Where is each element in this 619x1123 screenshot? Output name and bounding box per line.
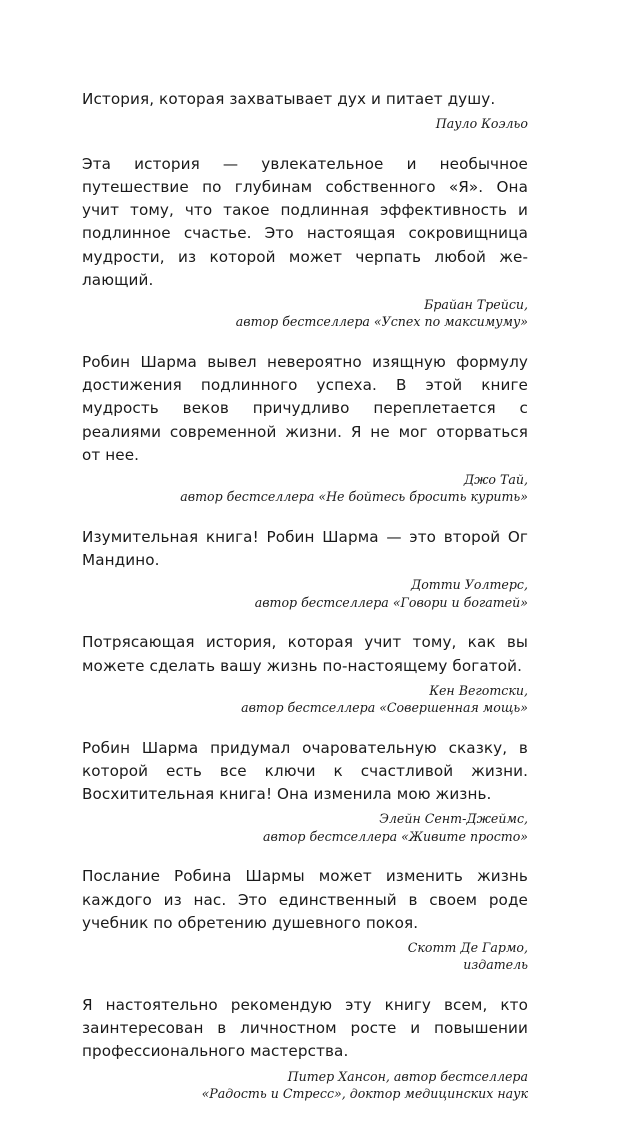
quote-text: История, которая захватывает дух и питает душу. bbox=[82, 90, 496, 108]
attribution-line: автор бестселлера «Говори и богатей» bbox=[254, 594, 528, 610]
attribution-line: автор бестселлера «Не бойтесь бросить курить» bbox=[180, 489, 528, 505]
quote-text: Послание Робина Шармы может изменить жизнь каждого из нас. Это единственный в своем роде учебник по обретению душевного покоя. bbox=[82, 867, 528, 932]
quote-attribution bbox=[82, 939, 528, 974]
quote-attribution bbox=[82, 115, 528, 133]
quote-text: Изумительная книга! Робин Шарма — это второй Ог Мандино. bbox=[82, 527, 528, 570]
quote-block bbox=[82, 526, 528, 611]
quote-attribution bbox=[82, 471, 528, 506]
attribution-line: Джо Тай, bbox=[463, 471, 528, 487]
quote-text: Робин Шарма вывел невероятно изящную формулу достижения подлинного успеха. В этой книге мудрость веков причудливо переплетается с реалиями современной жизни. Я не мог оторваться от нее. bbox=[82, 352, 528, 464]
attribution-line: Кен Веготски, bbox=[429, 682, 528, 698]
attribution-line: Брайан Трейси, bbox=[424, 296, 528, 312]
quote-text: Потрясающая история, которая учит тому, как вы можете сделать вашу жизнь по-настоящему богатой. bbox=[82, 633, 528, 675]
quote-text: Эта история — увлекательное и необычное путешествие по глубинам собственного «Я». Она учит тому, что такое подлинная эффективность и подлинное счастье. Это настоящая сокровищница мудрости, из которой может черпать любой желающий. bbox=[82, 154, 528, 289]
attribution-line: автор бестселлера «Живите просто» bbox=[263, 828, 528, 844]
attribution-line: Элейн Сент-Джеймс, bbox=[379, 811, 528, 827]
quote-attribution bbox=[82, 296, 528, 331]
quote-text: Я настоятельно рекомендую эту книгу всем, кто заинтересован в личностном росте и повышении профессионального мастерства. bbox=[82, 995, 528, 1061]
attribution-line: «Радость и Стресс», доктор медицинских наук bbox=[201, 1086, 528, 1102]
attribution-line: Скотт Де Гармо, bbox=[407, 939, 528, 955]
quote-text: Робин Шарма придумал очаровательную сказку, в которой есть все ключи к счастливой жизни. Восхитительная книга! Она изменила мою жизнь. bbox=[82, 738, 528, 804]
quote-block bbox=[82, 865, 528, 974]
quote-block bbox=[82, 351, 528, 506]
attribution-line: Питер Хансон, автор бестселлера bbox=[287, 1068, 528, 1084]
quote-block bbox=[82, 88, 528, 133]
attribution-line: автор бестселлера «Совершенная мощь» bbox=[241, 700, 528, 716]
quote-block bbox=[82, 994, 528, 1103]
attribution-line: издатель bbox=[463, 957, 528, 973]
quote-attribution bbox=[82, 1068, 528, 1103]
attribution-line: Дотти Уолтерс, bbox=[410, 577, 528, 593]
quote-block bbox=[82, 737, 528, 846]
quote-block bbox=[82, 631, 528, 716]
praise-page bbox=[82, 88, 528, 1123]
attribution-line: Пауло Коэльо bbox=[435, 116, 528, 132]
quote-attribution bbox=[82, 682, 528, 717]
quote-attribution bbox=[82, 576, 528, 611]
quote-attribution bbox=[82, 810, 528, 845]
attribution-line: автор бестселлера «Успех по максимуму» bbox=[235, 314, 528, 330]
quote-block bbox=[82, 153, 528, 331]
